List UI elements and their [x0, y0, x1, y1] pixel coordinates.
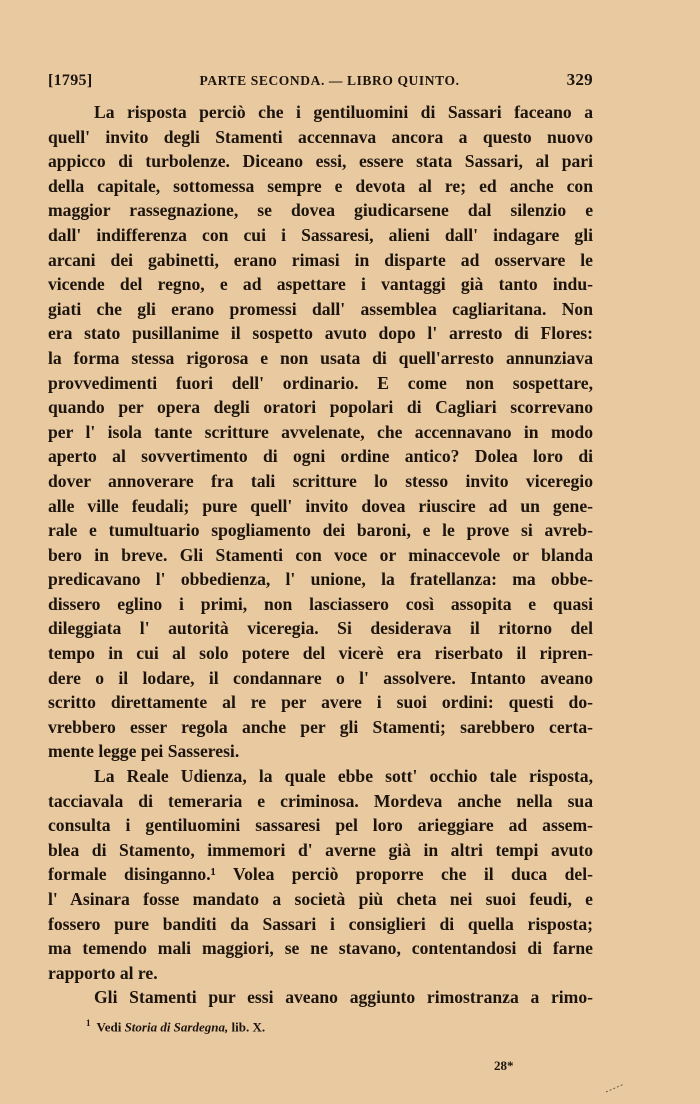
text-line: La Reale Udienza, la quale ebbe sott' occhio tale risposta,: [94, 766, 593, 787]
text-line: tacciavala di temeraria e criminosa. Mordeva anche nella sua: [48, 790, 593, 811]
text-line: predicavano l' obbedienza, l' unione, la fratellanza: ma obbe-: [48, 569, 593, 590]
page-number: 329: [566, 70, 593, 89]
text-line: giati che gli erano promessi dall' assemblea cagliaritana. Non: [48, 298, 593, 319]
footnote-work: Storia di Sardegna,: [124, 1019, 229, 1035]
text-line: rale e tumultuario spogliamento dei baroni, e le prove si avreb-: [48, 520, 593, 541]
text-line: della capitale, sottomessa sempre e devota al re; ed anche con: [48, 175, 593, 196]
text-line: arcani dei gabinetti, erano rimasi in disparte ad osservare le: [48, 249, 593, 270]
text-line: scritto direttamente al re per avere i suoi ordini: questi do-: [48, 692, 593, 713]
text-line: dissero eglino i primi, non lasciassero così assopita e quasi: [48, 593, 593, 614]
text-line: dere o il lodare, il condannare o l' assolvere. Intanto aveano: [48, 667, 593, 688]
text-line: era stato pusillanime il sospetto avuto dopo l' arresto di Flores:: [48, 323, 593, 344]
text-line: la forma stessa rigorosa e non usata di quell'arresto annunziava: [48, 347, 593, 368]
text-line: consulta i gentiluomini sassaresi pel loro arieggiare ad assem-: [48, 815, 593, 836]
text-line: formale disinganno.¹ Volea perciò proporre che il duca del-: [48, 864, 593, 885]
header-year: [1795]: [48, 72, 93, 89]
text-line: vicende del regno, e ad aspettare i vantaggi già tanto indu-: [48, 274, 593, 295]
text-line: aperto al sovvertimento di ogni ordine antico? Dolea loro di: [48, 446, 593, 467]
page: [48, 70, 593, 1036]
text-line: appicco di turbolenze. Diceano essi, essere stata Sassari, al pari: [48, 151, 593, 172]
footnote-ref: lib. X.: [231, 1019, 266, 1035]
text-line: dileggiata l' autorità viceregia. Si desiderava il ritorno del: [48, 618, 593, 639]
text-line: tempo in cui al solo potere del vicerè era riserbato il ripren-: [48, 643, 593, 664]
text-line: provvedimenti fuori dell' ordinario. E come non sospettare,: [48, 372, 593, 393]
body-text: [48, 100, 593, 1010]
text-line: La risposta perciò che i gentiluomini di Sassari faceano a: [94, 102, 593, 122]
text-line: quell' invito degli Stamenti accennava ancora a questo nuovo: [48, 126, 593, 147]
text-line: bero in breve. Gli Stamenti con voce or minaccevole or blanda: [48, 544, 593, 565]
scan-stroke: [604, 1082, 626, 1094]
running-head: [48, 70, 593, 100]
text-line: vrebbero esser regola anche per gli Stamenti; sarebbero certa-: [48, 716, 593, 737]
text-line: maggior rassegnazione, se dovea giudicarsene dal silenzio e: [48, 200, 593, 221]
text-line: per l' isola tante scritture avvelenate, che accennavano in modo: [48, 421, 593, 442]
text-line: quando per opera degli oratori popolari di Cagliari scorrevano: [48, 397, 593, 418]
footnote-prefix: Vedi: [96, 1019, 122, 1035]
text-line: mente legge pei Sasseresi.: [48, 741, 240, 762]
text-line: alle ville feudali; pure quell' invito dovea riuscire ad un gene-: [48, 495, 593, 516]
footnote: [48, 1014, 593, 1036]
text-line: blea di Stamento, immemori d' averne già in altri tempi avuto: [48, 839, 593, 860]
footnote-marker: 1: [86, 1017, 91, 1028]
header-title: PARTE SECONDA. — LIBRO QUINTO.: [199, 73, 460, 88]
text-line: l' Asinara fosse mandato a società più cheta nei suoi feudi, e: [48, 889, 593, 909]
text-line: dall' indifferenza con cui i Sassaresi, alieni dall' indagare gli: [48, 224, 593, 245]
text-line: Gli Stamenti pur essi aveano aggiunto rimostranza a rimo-: [94, 987, 593, 1008]
text-line: ma temendo mali maggiori, se ne stavano, contentandosi di farne: [48, 938, 593, 959]
text-line: fossero pure banditi da Sassari i consiglieri di quella risposta;: [48, 913, 593, 934]
text-line: dover annoverare fra tali scritture lo stesso invito viceregio: [48, 470, 593, 491]
text-line: rapporto al re.: [48, 962, 158, 983]
signature-mark: 28*: [494, 1058, 514, 1073]
